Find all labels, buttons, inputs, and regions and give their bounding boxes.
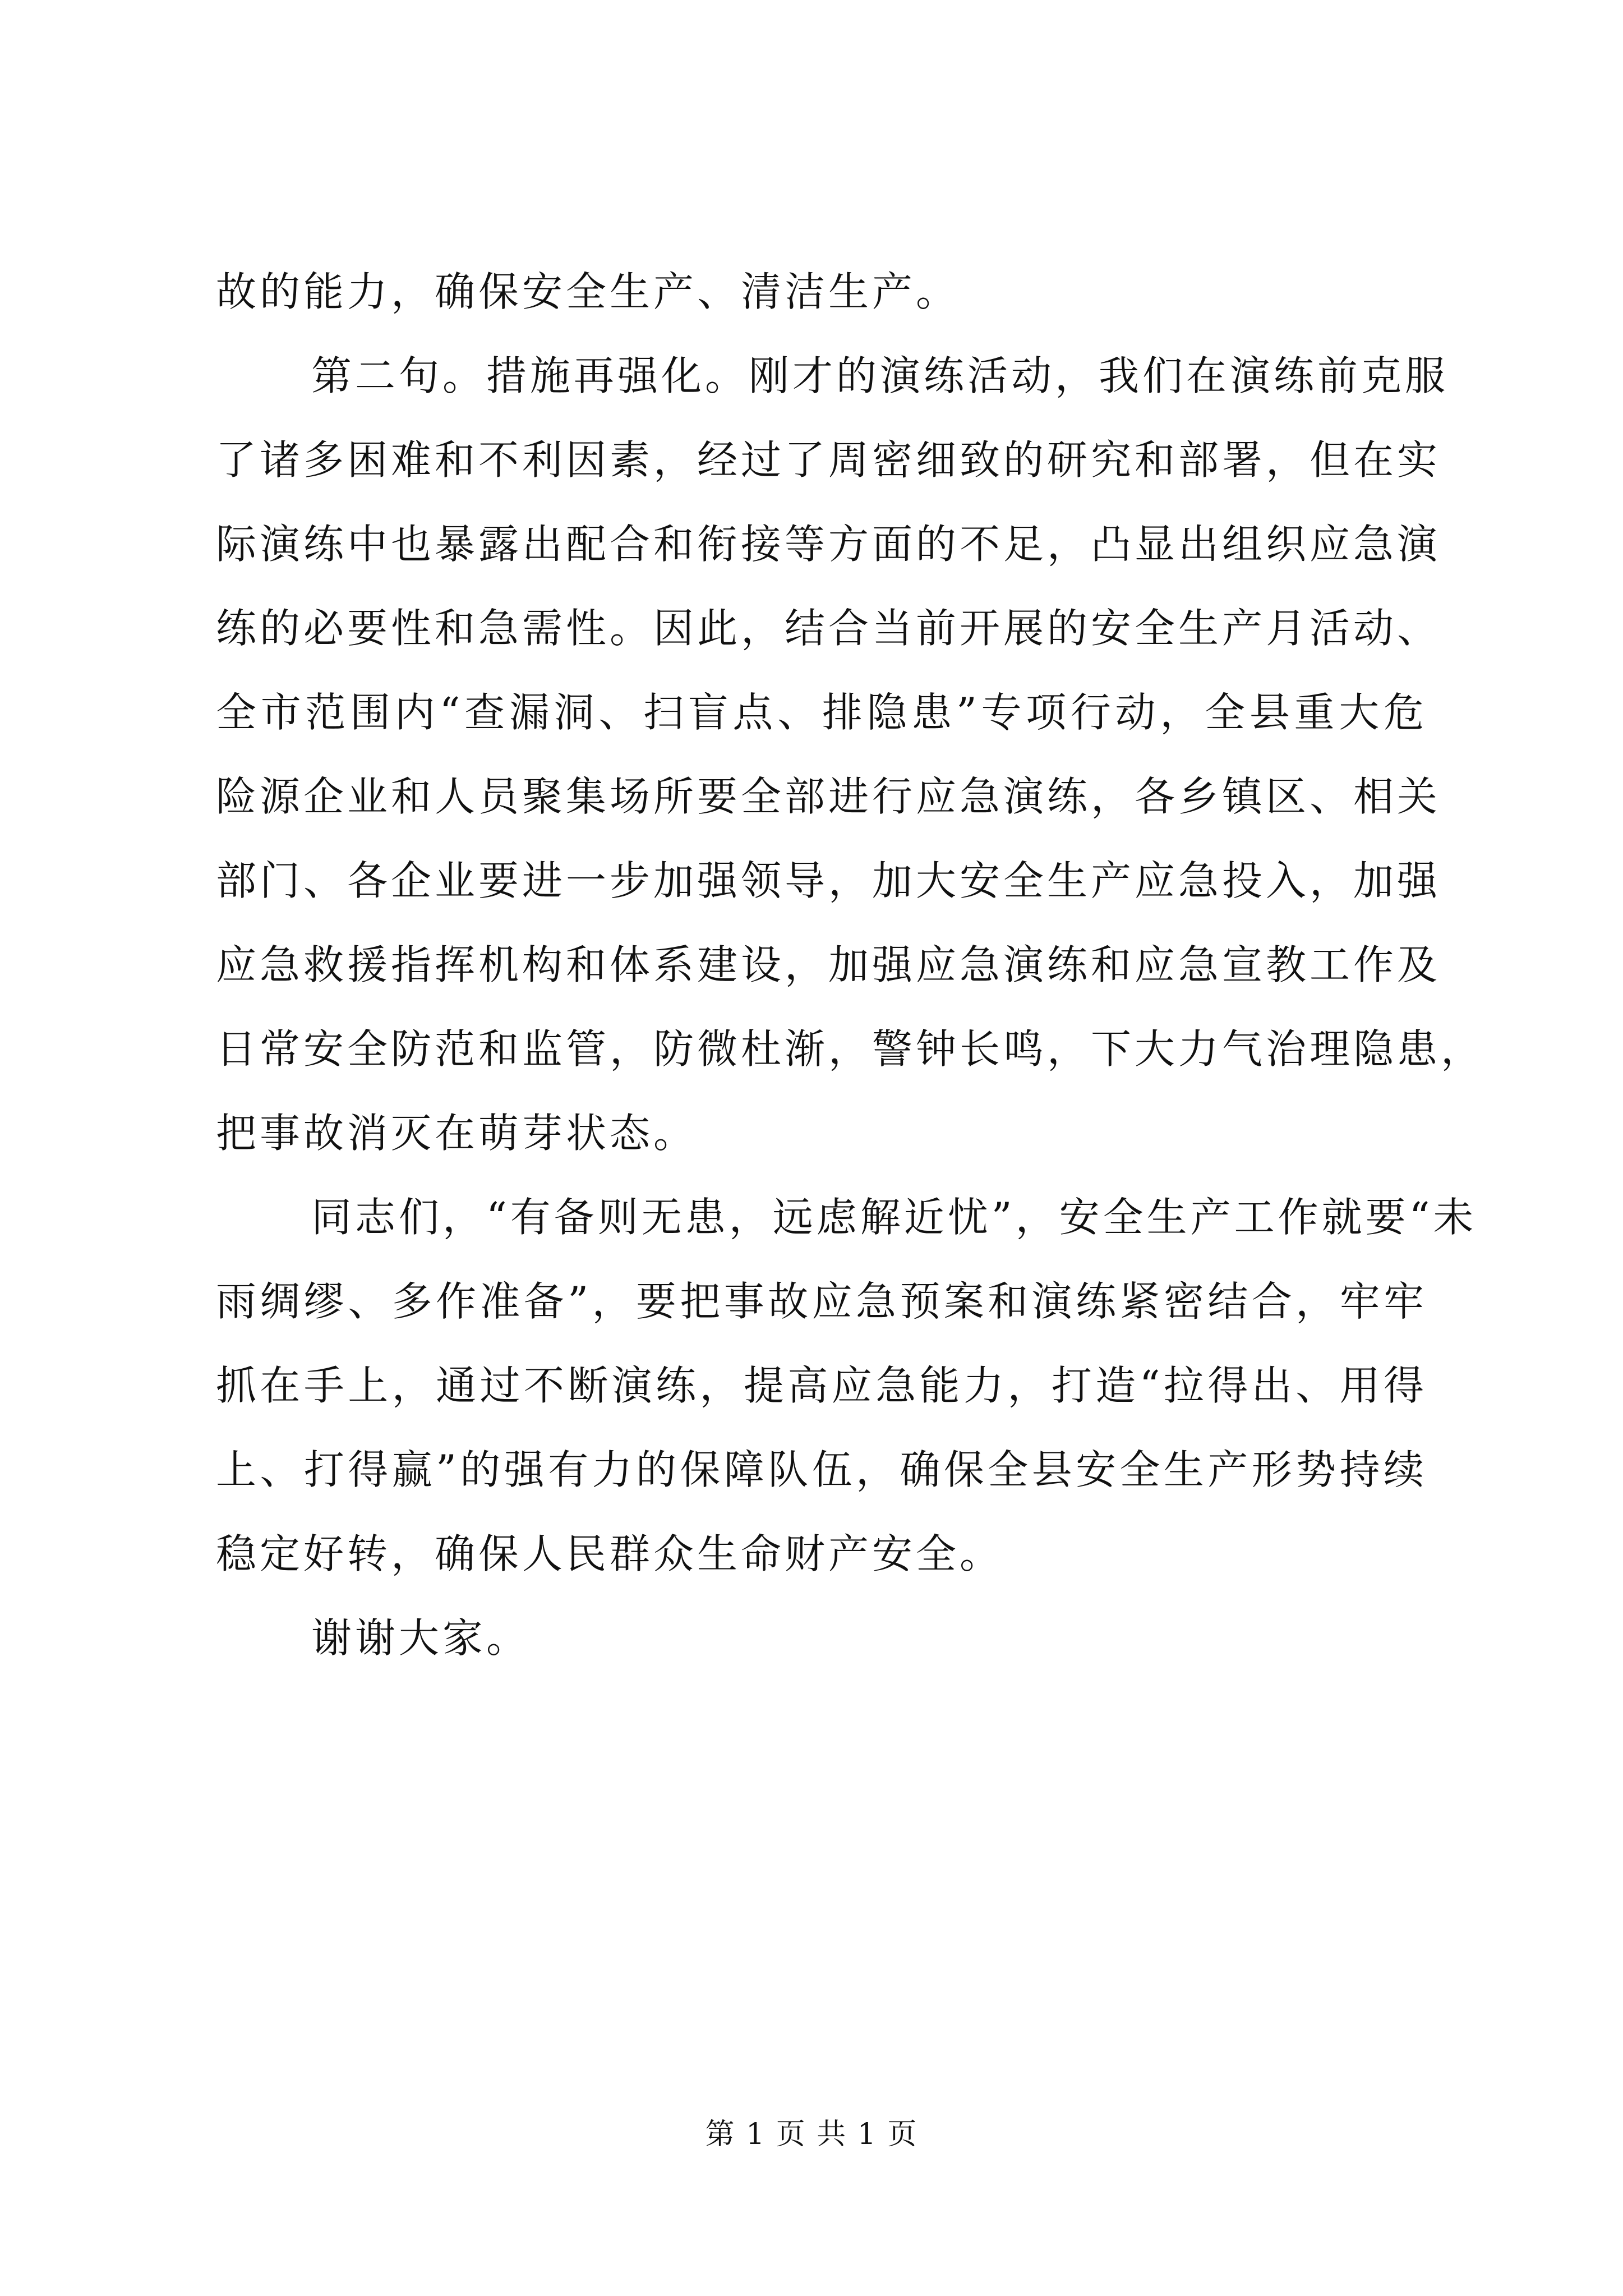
text-line: 把事故消灭在萌芽状态。	[216, 1110, 698, 1157]
text-line: 稳定好转，确保人民群众生命财产安全。	[216, 1530, 1004, 1577]
paragraph-start-line: 第二句。措施再强化。刚才的演练活动，我们在演练前克服	[311, 352, 1449, 399]
text-line: 险源企业和人员聚集场所要全部进行应急演练，各乡镇区、相关	[216, 773, 1441, 820]
page-number-footer: 第 1 页 共 1 页	[705, 2118, 918, 2151]
text-line: 日常安全防范和监管，防微杜渐，警钟长鸣，下大力气治理隐患，	[216, 1025, 1485, 1073]
text-line: 部门、各企业要进一步加强领导，加大安全生产应急投入，加强	[216, 857, 1441, 904]
text-line: 故的能力，确保安全生产、清洁生产。	[216, 268, 960, 315]
text-line: 上、打得赢”的强有力的保障队伍，确保全县安全生产形势持续	[216, 1446, 1427, 1493]
text-line: 全市范围内“查漏洞、扫盲点、排隐患”专项行动，全县重大危	[216, 689, 1427, 736]
paragraph-start-line: 谢谢大家。	[311, 1614, 531, 1662]
text-line: 了诸多困难和不利因素，经过了周密细致的研究和部署，但在实	[216, 436, 1441, 484]
text-line: 抓在手上，通过不断演练，提高应急能力，打造“拉得出、用得	[216, 1362, 1427, 1409]
text-line: 雨绸缪、多作准备”，要把事故应急预案和演练紧密结合，牢牢	[216, 1278, 1427, 1325]
text-line: 练的必要性和急需性。因此，结合当前开展的安全生产月活动、	[216, 605, 1441, 652]
text-line: 际演练中也暴露出配合和衔接等方面的不足，凸显出组织应急演	[216, 521, 1441, 568]
text-line: 应急救援指挥机构和体系建设，加强应急演练和应急宣教工作及	[216, 941, 1441, 988]
paragraph-start-line: 同志们，“有备则无患，远虑解近忧”，安全生产工作就要“未	[311, 1194, 1477, 1241]
